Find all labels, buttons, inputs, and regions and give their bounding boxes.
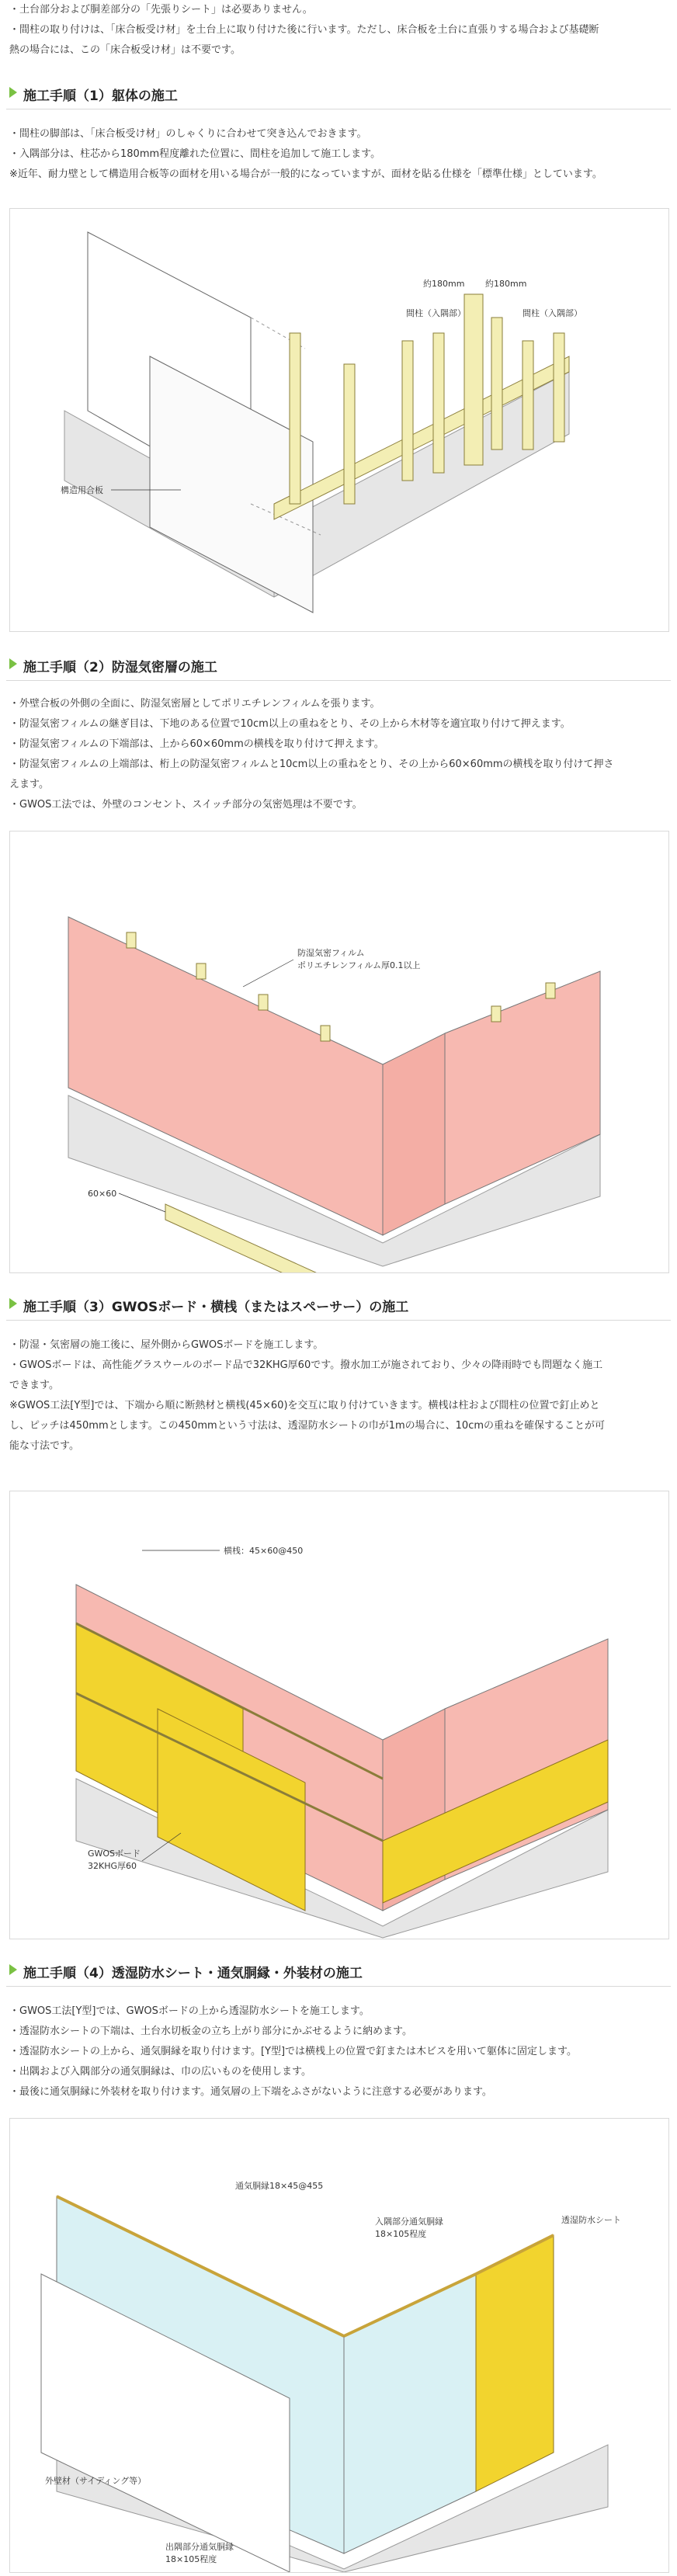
board-label: GWOSボード	[88, 1849, 141, 1859]
section4-line: ・GWOS工法[Y型]では、GWOSボードの上から透湿防水シートを施工します。	[9, 2005, 370, 2017]
section3-title: 施工手順（3）GWOSボード・横桟（またはスペーサー）の施工	[23, 1300, 409, 1315]
batten-label: 60×60	[88, 1189, 117, 1199]
section4-heading	[6, 1955, 671, 1987]
section4-line: ・最後に通気胴縁に外装材を取り付けます。通気層の上下端をふさがないように注意する必要があります。	[9, 2086, 492, 2098]
gwos-board-figure	[9, 1491, 669, 1939]
inner-corner-label: 18×105程度	[375, 2229, 427, 2239]
section2-line: ・外壁合板の外側の全面に、防湿気密層としてポリエチレンフィルムを張ります。	[9, 698, 380, 710]
section3-line: し、ピッチは450mmとします。この450mmという寸法は、透湿防水シートの巾が1mの場合に、10cmの重ねを確保することが可	[9, 1420, 606, 1432]
section4-line: ・透湿防水シートの上から、通気胴縁を取り付けます。[Y型]では横桟上の位置で釘または木ビスを用いて躯体に固定します。	[9, 2046, 578, 2057]
section4-text	[9, 2001, 669, 2102]
section1-line: ・入隅部分は、柱芯から180mm程度離れた位置に、間柱を追加して施工します。	[9, 148, 381, 160]
section1-title: 施工手順（1）躯体の施工	[23, 89, 178, 104]
dimension-label: 約180mm	[485, 279, 527, 289]
film-label: 防湿気密フィルム	[297, 948, 365, 958]
siding-figure	[9, 2118, 669, 2573]
plywood-label: 構造用合板	[61, 485, 103, 495]
gwos-board	[476, 2235, 554, 2491]
intro-line: 熱の場合には、この「床合板受け材」は不要です。	[9, 44, 241, 56]
siding-drawing	[10, 2119, 668, 2572]
section2-line: ・防湿気密フィルムの下端部は、上から60×60mmの横桟を取り付けて押えます。	[9, 738, 384, 750]
intro-line: ・間柱の取り付けは、「床合板受け材」を土台上に取り付けた後に行います。ただし、床合板を土台に直張りする場合および基礎断	[9, 24, 599, 36]
furring-label: 通気胴縁18×45@455	[235, 2181, 324, 2191]
dimension-label: 約180mm	[423, 279, 465, 289]
triangle-bullet-icon	[9, 1964, 17, 1975]
section4-line: ・出隅および入隅部分の通気胴縁は、巾の広いものを使用します。	[9, 2066, 311, 2078]
vapor-barrier-drawing	[10, 831, 668, 1272]
stud-label-left: 間柱（入隅部）	[406, 308, 466, 318]
section2-text	[9, 694, 669, 815]
section3-line: 能な寸法です。	[9, 1440, 79, 1452]
section3-line: ・GWOSボードは、高性能グラスウールのボード品で32KHG厚60です。撥水加工が施されており、少々の降雨時でも問題なく施工	[9, 1359, 603, 1371]
section4-line: ・透湿防水シートの下端は、土台水切板金の立ち上がり部分にかぶせるように納めます。	[9, 2026, 412, 2037]
siding-label: 外壁材（サイディング等）	[45, 2476, 147, 2486]
triangle-bullet-icon	[9, 658, 17, 669]
frame-construction-drawing	[10, 209, 668, 631]
section3-line: できます。	[9, 1380, 59, 1391]
section1-line: ※近年、耐力壁として構造用合板等の面材を用いる場合が一般的になっていますが、面材を貼る仕様を「標準仕様」としています。	[9, 168, 602, 180]
section1-line: ・間柱の脚部は、「床合板受け材」のしゃくりに合わせて突き込んでおきます。	[9, 128, 367, 140]
section1-text	[9, 124, 669, 185]
section2-heading	[6, 649, 671, 681]
section1-heading	[6, 78, 671, 109]
vapor-barrier-figure	[9, 831, 669, 1273]
inner-corner-label: 入隅部分通気胴縁	[375, 2217, 443, 2227]
section2-line: ・防湿気密フィルムの上端部は、桁上の防湿気密フィルムと10cm以上の重ねをとり、その上から60×60mmの横桟を取り付けて押さ	[9, 759, 614, 770]
section3-line: ※GWOS工法[Y型]では、下端から順に断熱材と横桟(45×60)を交互に取り付けていきます。横桟は柱および間柱の位置で釘止めと	[9, 1400, 600, 1411]
section2-line: ・GWOS工法では、外壁のコンセント、スイッチ部分の気密処理は不要です。	[9, 799, 363, 811]
section4-title: 施工手順（4）透湿防水シート・通気胴縁・外装材の施工	[23, 1966, 363, 1981]
triangle-bullet-icon	[9, 1298, 17, 1309]
intro-line: ・土台部分および胴差部分の「先張りシート」は必要ありません。	[9, 4, 313, 16]
frame-construction-figure	[9, 208, 669, 632]
film-label: ポリエチレンフィルム厚0.1以上	[297, 960, 421, 970]
triangle-bullet-icon	[9, 87, 17, 98]
section2-line: ・防湿気密フィルムの継ぎ目は、下地のある位置で10cm以上の重ねをとり、その上から木材等を適宜取り付けて押えます。	[9, 718, 571, 730]
section3-text	[9, 1335, 669, 1456]
section2-title: 施工手順（2）防湿気密層の施工	[23, 660, 217, 675]
gwos-board-drawing	[10, 1491, 668, 1939]
stud-label-right: 間柱（入隅部）	[523, 308, 582, 318]
outer-corner-label: 出隅部分通気胴縁	[165, 2542, 234, 2552]
section3-line: ・防湿・気密層の施工後に、屋外側からGWOSボードを施工します。	[9, 1339, 324, 1351]
section3-heading	[6, 1289, 671, 1321]
intro-text	[9, 0, 669, 61]
batten-label: 横桟：45×60@450	[224, 1546, 304, 1556]
outer-corner-label: 18×105程度	[165, 2554, 217, 2564]
board-label: 32KHG厚60	[88, 1861, 137, 1871]
section2-line: えます。	[9, 779, 49, 790]
vapor-film-panel	[383, 1033, 445, 1235]
breather-sheet	[344, 2274, 476, 2553]
sheet-label: 透湿防水シート	[561, 2215, 621, 2225]
